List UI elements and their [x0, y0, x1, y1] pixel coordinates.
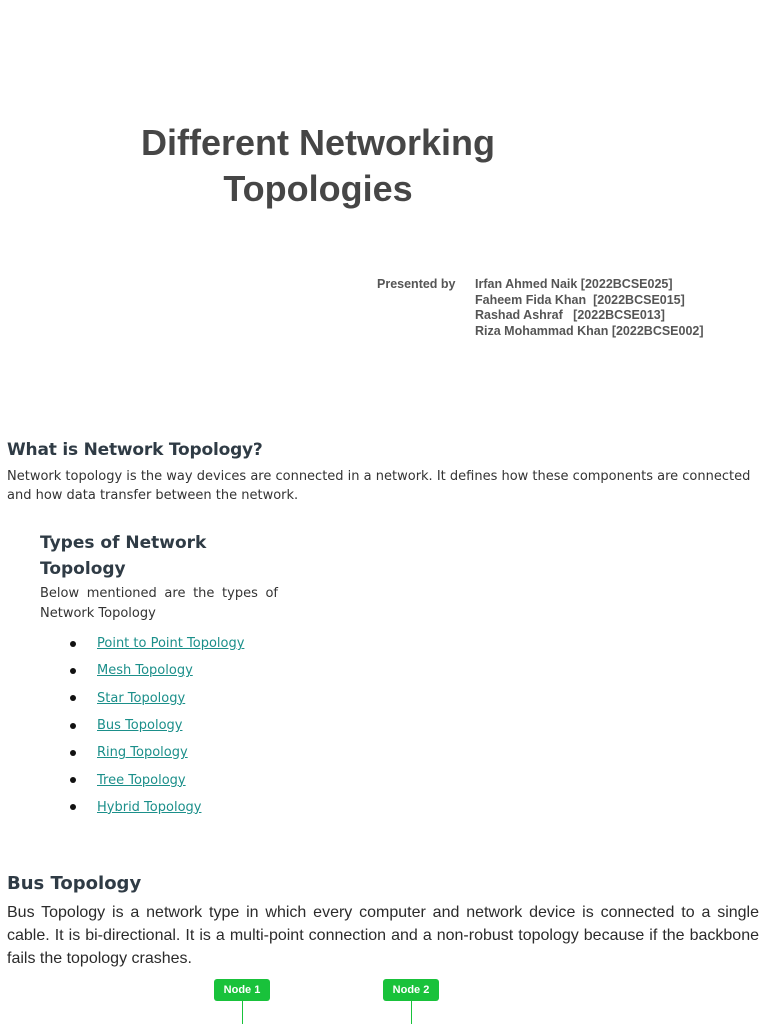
link-hybrid[interactable]: Hybrid Topology [97, 799, 202, 815]
section-paragraph-types: Below mentioned are the types of Network Topology [40, 586, 278, 621]
title-line-2: Topologies [223, 168, 413, 209]
author-item: Riza Mohammad Khan [2022BCSE002] [475, 323, 704, 338]
list-item [70, 685, 244, 712]
bullet-icon [70, 723, 76, 729]
list-item [70, 657, 244, 684]
page-title [118, 120, 518, 212]
diagram-node-1: Node 1 [214, 979, 270, 1001]
section-paragraph-bus: Bus Topology is a network type in which every computer and network device is connected to a single cable. It is bi-directional. It is a multi-point connection and a non-robust topology because if the backbone fails the topology crashes. [7, 904, 759, 967]
bullet-icon [70, 777, 76, 783]
bullet-icon [70, 668, 76, 674]
bullet-icon [70, 641, 76, 647]
list-item [70, 712, 244, 739]
link-star[interactable]: Star Topology [97, 690, 186, 706]
link-ring[interactable]: Ring Topology [97, 745, 188, 761]
title-line-1: Different Networking [140, 122, 496, 163]
diagram-connector-1 [242, 1001, 243, 1024]
author-item: Rashad Ashraf [2022BCSE013] [475, 308, 665, 322]
author-item: Irfan Ahmed Naik [2022BCSE025] [475, 277, 673, 291]
link-tree[interactable]: Tree Topology [97, 772, 186, 788]
section-heading-types: Types of Network Topology [40, 533, 207, 579]
link-point-to-point[interactable]: Point to Point Topology [97, 636, 245, 652]
topology-type-list [70, 630, 244, 821]
list-item [70, 794, 244, 821]
section-heading-bus: Bus Topology [7, 873, 142, 894]
presented-by-label: Presented by [377, 277, 456, 291]
link-bus[interactable]: Bus Topology [97, 718, 183, 734]
section-paragraph-what-is: Network topology is the way devices are connected in a network. It defines how these components are connected and how data transfer between the network. [7, 469, 751, 503]
list-item [70, 739, 244, 766]
section-heading-what-is: What is Network Topology? [7, 440, 263, 460]
link-mesh[interactable]: Mesh Topology [97, 663, 193, 679]
bullet-icon [70, 695, 76, 701]
author-list [475, 277, 704, 339]
list-item [70, 630, 244, 657]
bullet-icon [70, 750, 76, 756]
diagram-connector-2 [411, 1001, 412, 1024]
list-item [70, 766, 244, 793]
bullet-icon [70, 804, 76, 810]
diagram-node-2: Node 2 [383, 979, 439, 1001]
author-item: Faheem Fida Khan [2022BCSE015] [475, 292, 685, 307]
